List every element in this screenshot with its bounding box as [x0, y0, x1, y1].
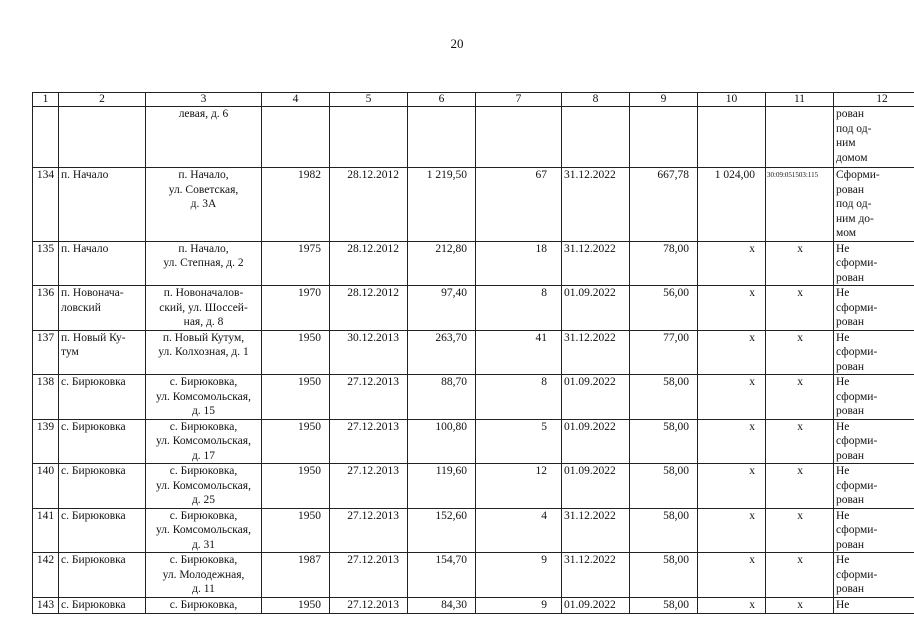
residents-cell: 5: [476, 419, 562, 464]
settlement-cell: с. Бирюковка: [59, 419, 146, 464]
deadline-cell: 01.09.2022: [562, 464, 630, 509]
deadline-cell: 01.09.2022: [562, 419, 630, 464]
table-row: [33, 553, 914, 598]
date-cell: 27.12.2013: [330, 508, 408, 553]
area-cell: 154,70: [408, 553, 476, 598]
value10-cell: [698, 107, 766, 168]
column-header: 12: [834, 93, 914, 107]
date-cell: 30.12.2013: [330, 330, 408, 375]
residents-cell: 9: [476, 597, 562, 613]
table-row: [33, 241, 914, 286]
year-cell: 1975: [262, 241, 330, 286]
table-row: [33, 286, 914, 331]
value9-cell: 58,00: [630, 375, 698, 420]
deadline-cell: 31.12.2022: [562, 553, 630, 598]
column-header: 4: [262, 93, 330, 107]
residents-cell: 12: [476, 464, 562, 509]
address-cell: с. Бирюковка,: [146, 597, 262, 613]
page-number: 20: [450, 36, 464, 51]
area-cell: 263,70: [408, 330, 476, 375]
column-header: 9: [630, 93, 698, 107]
area-cell: 100,80: [408, 419, 476, 464]
address-cell: п. Новоначалов- ский, ул. Шоссей- ная, д. 8: [146, 286, 262, 331]
value10-cell: х: [698, 553, 766, 598]
year-cell: 1950: [262, 597, 330, 613]
value9-cell: 667,78: [630, 168, 698, 242]
settlement-cell: п. Начало: [59, 241, 146, 286]
row-number-cell: 138: [33, 375, 59, 420]
column-number-row: [33, 93, 914, 107]
date-cell: 28.12.2012: [330, 241, 408, 286]
year-cell: [262, 107, 330, 168]
year-cell: 1950: [262, 508, 330, 553]
year-cell: 1950: [262, 375, 330, 420]
row-number-cell: 137: [33, 330, 59, 375]
row-number-cell: 140: [33, 464, 59, 509]
table-row: [33, 375, 914, 420]
date-cell: 28.12.2012: [330, 168, 408, 242]
value10-cell: х: [698, 375, 766, 420]
value10-cell: х: [698, 597, 766, 613]
value11-cell: [766, 107, 834, 168]
settlement-cell: [59, 107, 146, 168]
column-header: 10: [698, 93, 766, 107]
value11-cell: х: [766, 508, 834, 553]
year-cell: 1950: [262, 464, 330, 509]
year-cell: 1950: [262, 419, 330, 464]
value10-cell: х: [698, 286, 766, 331]
row-number-cell: 139: [33, 419, 59, 464]
address-cell: с. Бирюковка, ул. Молодежная, д. 11: [146, 553, 262, 598]
value11-cell: х: [766, 597, 834, 613]
value11-cell: х: [766, 419, 834, 464]
value9-cell: 58,00: [630, 553, 698, 598]
residents-cell: 18: [476, 241, 562, 286]
housing-registry-table: [32, 92, 914, 614]
column-header: 11: [766, 93, 834, 107]
residents-cell: 8: [476, 286, 562, 331]
address-cell: п. Новый Кутум, ул. Колхозная, д. 1: [146, 330, 262, 375]
column-header: 8: [562, 93, 630, 107]
value9-cell: 77,00: [630, 330, 698, 375]
settlement-cell: с. Бирюковка: [59, 597, 146, 613]
deadline-cell: 31.12.2022: [562, 330, 630, 375]
status-cell: Не сформи- рован: [834, 375, 914, 420]
value10-cell: 1 024,00: [698, 168, 766, 242]
area-cell: 212,80: [408, 241, 476, 286]
column-header: 5: [330, 93, 408, 107]
area-cell: 119,60: [408, 464, 476, 509]
value9-cell: 58,00: [630, 508, 698, 553]
deadline-cell: 01.09.2022: [562, 375, 630, 420]
value11-cell: 30:09:051503:115: [766, 168, 834, 242]
settlement-cell: с. Бирюковка: [59, 464, 146, 509]
address-cell: п. Начало, ул. Советская, д. 3А: [146, 168, 262, 242]
value9-cell: 58,00: [630, 419, 698, 464]
address-cell: п. Начало, ул. Степная, д. 2: [146, 241, 262, 286]
deadline-cell: 01.09.2022: [562, 286, 630, 331]
row-number-cell: 141: [33, 508, 59, 553]
status-cell: Не сформи- рован: [834, 419, 914, 464]
row-number-cell: 135: [33, 241, 59, 286]
status-cell: Не сформи- рован: [834, 330, 914, 375]
settlement-cell: п. Новонача- ловский: [59, 286, 146, 331]
date-cell: [330, 107, 408, 168]
value11-cell: х: [766, 553, 834, 598]
address-cell: с. Бирюковка, ул. Комсомольская, д. 25: [146, 464, 262, 509]
status-cell: Не: [834, 597, 914, 613]
value11-cell: х: [766, 241, 834, 286]
settlement-cell: п. Новый Ку- тум: [59, 330, 146, 375]
value11-cell: х: [766, 464, 834, 509]
row-number-cell: 136: [33, 286, 59, 331]
table-row: [33, 464, 914, 509]
year-cell: 1987: [262, 553, 330, 598]
value10-cell: х: [698, 419, 766, 464]
address-cell: с. Бирюковка, ул. Комсомольская, д. 15: [146, 375, 262, 420]
value9-cell: 58,00: [630, 464, 698, 509]
value9-cell: 56,00: [630, 286, 698, 331]
value9-cell: 58,00: [630, 597, 698, 613]
area-cell: 97,40: [408, 286, 476, 331]
address-cell: с. Бирюковка, ул. Комсомольская, д. 17: [146, 419, 262, 464]
status-cell: рован под од- ним домом: [834, 107, 914, 168]
settlement-cell: с. Бирюковка: [59, 375, 146, 420]
value9-cell: 78,00: [630, 241, 698, 286]
value10-cell: х: [698, 241, 766, 286]
value11-cell: х: [766, 375, 834, 420]
column-header: 2: [59, 93, 146, 107]
residents-cell: 8: [476, 375, 562, 420]
date-cell: 27.12.2013: [330, 464, 408, 509]
status-cell: Не сформи- рован: [834, 508, 914, 553]
residents-cell: 41: [476, 330, 562, 375]
table-row: [33, 419, 914, 464]
column-header: 1: [33, 93, 59, 107]
status-cell: Не сформи- рован: [834, 464, 914, 509]
status-cell: Не сформи- рован: [834, 286, 914, 331]
status-cell: Не сформи- рован: [834, 553, 914, 598]
settlement-cell: с. Бирюковка: [59, 553, 146, 598]
date-cell: 27.12.2013: [330, 419, 408, 464]
address-cell: с. Бирюковка, ул. Комсомольская, д. 31: [146, 508, 262, 553]
status-cell: Сформи- рован под од- ним до- мом: [834, 168, 914, 242]
value10-cell: х: [698, 464, 766, 509]
value11-cell: х: [766, 286, 834, 331]
deadline-cell: 01.09.2022: [562, 597, 630, 613]
residents-cell: 9: [476, 553, 562, 598]
column-header: 7: [476, 93, 562, 107]
residents-cell: [476, 107, 562, 168]
table-row: [33, 508, 914, 553]
continued-row: [33, 107, 914, 168]
year-cell: 1970: [262, 286, 330, 331]
row-number-cell: [33, 107, 59, 168]
row-number-cell: 142: [33, 553, 59, 598]
settlement-cell: п. Начало: [59, 168, 146, 242]
deadline-cell: 31.12.2022: [562, 168, 630, 242]
column-header: 6: [408, 93, 476, 107]
area-cell: 152,60: [408, 508, 476, 553]
settlement-cell: с. Бирюковка: [59, 508, 146, 553]
date-cell: 28.12.2012: [330, 286, 408, 331]
value11-cell: х: [766, 330, 834, 375]
year-cell: 1982: [262, 168, 330, 242]
area-cell: 88,70: [408, 375, 476, 420]
area-cell: [408, 107, 476, 168]
date-cell: 27.12.2013: [330, 553, 408, 598]
status-cell: Не сформи- рован: [834, 241, 914, 286]
row-number-cell: 143: [33, 597, 59, 613]
column-header: 3: [146, 93, 262, 107]
deadline-cell: 31.12.2022: [562, 508, 630, 553]
date-cell: 27.12.2013: [330, 375, 408, 420]
residents-cell: 4: [476, 508, 562, 553]
table-row: [33, 168, 914, 242]
year-cell: 1950: [262, 330, 330, 375]
date-cell: 27.12.2013: [330, 597, 408, 613]
deadline-cell: [562, 107, 630, 168]
table-row: [33, 597, 914, 613]
deadline-cell: 31.12.2022: [562, 241, 630, 286]
table-row: [33, 330, 914, 375]
area-cell: 84,30: [408, 597, 476, 613]
row-number-cell: 134: [33, 168, 59, 242]
value10-cell: х: [698, 508, 766, 553]
residents-cell: 67: [476, 168, 562, 242]
value9-cell: [630, 107, 698, 168]
area-cell: 1 219,50: [408, 168, 476, 242]
value10-cell: х: [698, 330, 766, 375]
address-cell: левая, д. 6: [146, 107, 262, 168]
